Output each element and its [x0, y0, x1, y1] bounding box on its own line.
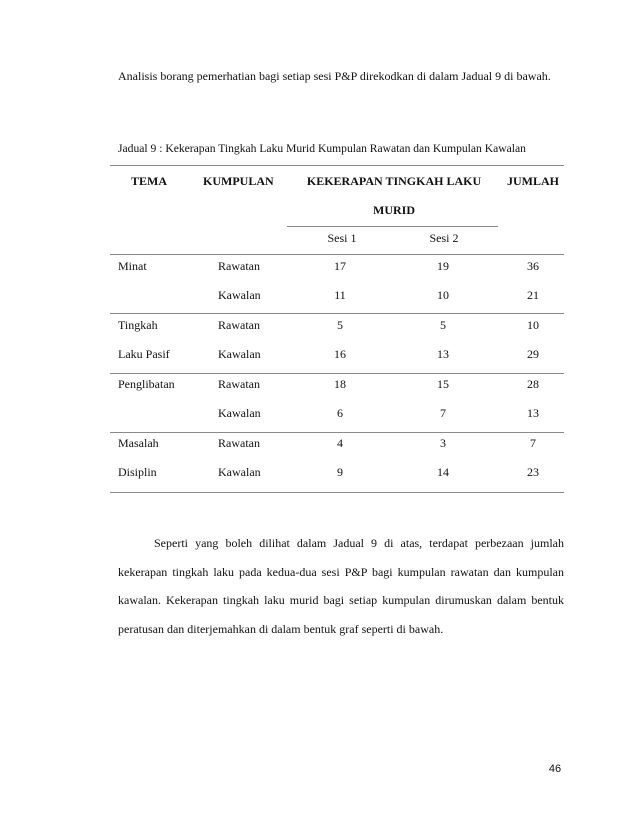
- kumpulan-cell: Kawalan: [218, 465, 261, 479]
- sesi2-cell: 3: [440, 436, 446, 450]
- group-rule: [110, 373, 564, 374]
- tema-cell: Masalah: [118, 436, 159, 450]
- kumpulan-cell: Rawatan: [218, 377, 260, 391]
- sesi1-cell: 9: [337, 465, 343, 479]
- tema-cell: Minat: [118, 259, 147, 273]
- header-tema: TEMA: [131, 174, 167, 188]
- closing-paragraph: Seperti yang boleh dilihat dalam Jadual 9 di atas, terdapat perbezaan jumlah kekerapan tingkah laku pada kedua-dua sesi P&P bagi kumpulan rawatan dan kumpulan kawalan. Kekerapan tingkah laku murid bagi setiap kumpulan dirumuskan dalam bentuk peratusan dan diterjemahkan di dalam bentuk graf seperti di bawah.: [118, 536, 564, 636]
- kumpulan-cell: Kawalan: [218, 288, 261, 302]
- sesi1-cell: 6: [337, 406, 343, 420]
- subheader-rule: [287, 226, 498, 227]
- sesi2-cell: 7: [440, 406, 446, 420]
- tema-cell-line2: Laku Pasif: [118, 347, 170, 361]
- jumlah-cell: 10: [527, 318, 539, 332]
- jumlah-cell: 13: [527, 406, 539, 420]
- kumpulan-cell: Kawalan: [218, 406, 261, 420]
- header-kumpulan: KUMPULAN: [203, 174, 274, 188]
- sesi2-cell: 5: [440, 318, 446, 332]
- sesi2-cell: 19: [437, 259, 449, 273]
- kumpulan-cell: Rawatan: [218, 259, 260, 273]
- header-jumlah: JUMLAH: [507, 174, 559, 188]
- kumpulan-cell: Kawalan: [218, 347, 261, 361]
- sesi1-cell: 5: [337, 318, 343, 332]
- table-top-rule: [110, 165, 564, 166]
- sesi2-cell: 10: [437, 288, 449, 302]
- header-sesi-2: Sesi 2: [429, 231, 459, 245]
- group-rule: [110, 432, 564, 433]
- sesi1-cell: 4: [337, 436, 343, 450]
- table-caption: Jadual 9 : Kekerapan Tingkah Laku Murid Kumpulan Rawatan dan Kumpulan Kawalan: [118, 142, 526, 155]
- page-number: 46: [548, 763, 562, 775]
- tema-cell-line2: Disiplin: [118, 465, 157, 479]
- jumlah-cell: 23: [527, 465, 539, 479]
- jumlah-cell: 29: [527, 347, 539, 361]
- jumlah-cell: 7: [530, 436, 536, 450]
- kumpulan-cell: Rawatan: [218, 318, 260, 332]
- kumpulan-cell: Rawatan: [218, 436, 260, 450]
- tema-cell: Penglibatan: [118, 377, 175, 391]
- sesi2-cell: 14: [437, 465, 449, 479]
- intro-paragraph: Analisis borang pemerhatian bagi setiap sesi P&P direkodkan di dalam Jadual 9 di bawah.: [118, 69, 551, 83]
- group-rule: [110, 313, 564, 314]
- header-bottom-rule: [110, 254, 564, 255]
- sesi2-cell: 15: [437, 377, 449, 391]
- tema-cell: Tingkah: [118, 318, 158, 332]
- sesi1-cell: 17: [334, 259, 346, 273]
- sesi1-cell: 16: [334, 347, 346, 361]
- header-sesi-1: Sesi 1: [327, 231, 357, 245]
- sesi2-cell: 13: [437, 347, 449, 361]
- sesi1-cell: 18: [334, 377, 346, 391]
- header-kekerapan: KEKERAPAN TINGKAH LAKU: [306, 174, 482, 188]
- sesi1-cell: 11: [334, 288, 346, 302]
- jumlah-cell: 28: [527, 377, 539, 391]
- jumlah-cell: 36: [527, 259, 539, 273]
- table-bottom-rule: [110, 492, 564, 493]
- jumlah-cell: 21: [527, 288, 539, 302]
- header-murid: MURID: [373, 203, 415, 217]
